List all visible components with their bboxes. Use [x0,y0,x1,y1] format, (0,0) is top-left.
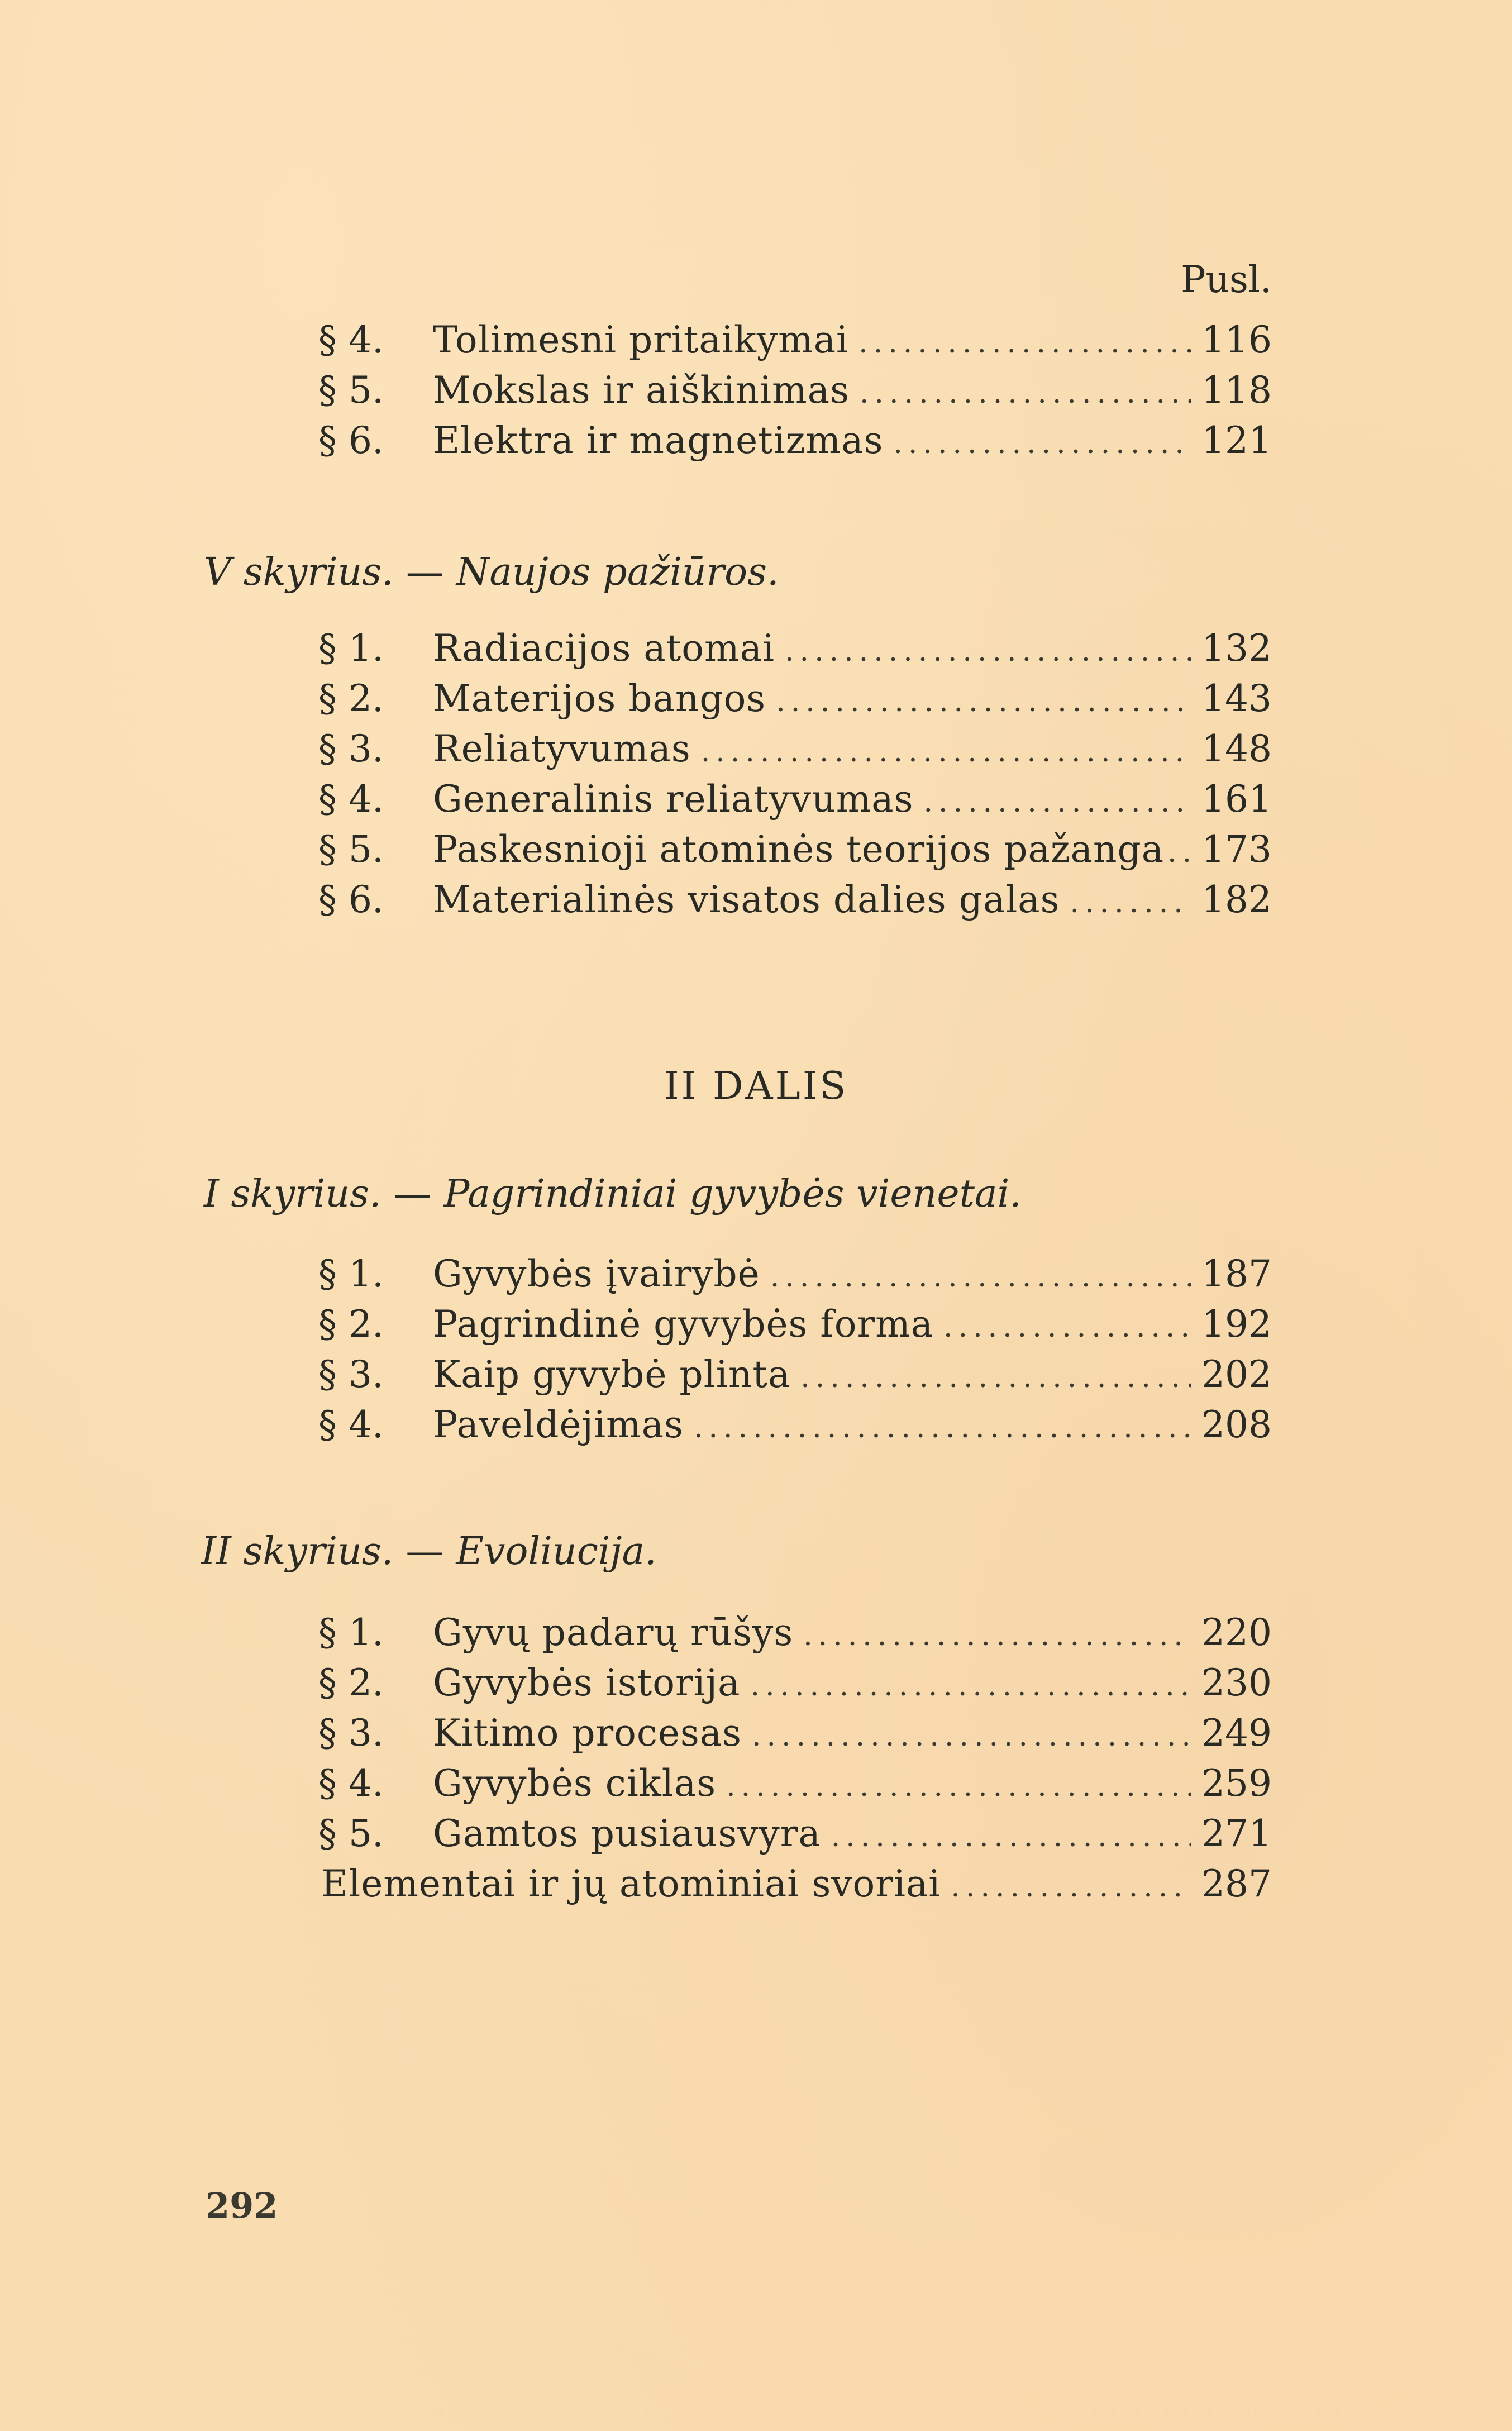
chapter-label: V skyrius. [204,550,394,594]
dot-leader [860,379,1191,408]
section-number: § 2. [318,1661,384,1704]
toc-entry-appendix[interactable] [321,1862,1272,1905]
entry-title: Gyvybės istorija [433,1661,741,1704]
entry-page: 121 [1201,419,1272,462]
entry-title: Gyvybės ciklas [433,1762,717,1805]
section-number: § 1. [318,1252,384,1295]
dot-leader [803,1621,1191,1650]
entry-title: Radiacijos atomai [433,627,775,670]
entry-page: 249 [1201,1712,1272,1755]
chapter-heading [204,550,779,594]
entry-title: Kitimo procesas [433,1712,742,1755]
section-number: § 5. [318,828,384,871]
toc-entry[interactable] [318,778,1272,821]
entry-page: 182 [1201,878,1272,921]
entry-page: 271 [1201,1812,1272,1855]
entry-page: 202 [1201,1353,1272,1396]
toc-entry[interactable] [318,878,1272,921]
dot-leader [726,1772,1191,1801]
dot-leader [770,1262,1191,1291]
entry-title: Elementai ir jų atominiai svoriai [321,1862,941,1905]
toc-entry[interactable] [318,1403,1272,1446]
toc-entry[interactable] [318,1762,1272,1805]
toc-entry[interactable] [318,1252,1272,1295]
toc-entry[interactable] [318,627,1272,670]
section-number: § 6. [318,878,384,921]
dot-leader [831,1822,1191,1851]
chapter-title: Naujos pažiūros. [456,550,779,594]
entry-title: Pagrindinė gyvybės forma [433,1303,934,1346]
toc-entry[interactable] [318,828,1272,871]
toc-entry[interactable] [318,1353,1272,1396]
chapter-dash: — [393,1172,432,1216]
chapter-label: II skyrius. [201,1529,394,1574]
chapter-title: Pagrindiniai gyvybės vienetai. [443,1172,1022,1216]
entry-title: Materijos bangos [433,677,766,720]
toc-entry[interactable] [318,318,1272,361]
entry-page: 132 [1201,627,1272,670]
chapter-label: I skyrius. [204,1172,381,1216]
toc-entry[interactable] [318,1812,1272,1855]
dot-leader [924,788,1192,817]
chapter-title: Evoliucija. [456,1529,657,1574]
entry-title: Kaip gyvybė plinta [433,1353,791,1396]
entry-page: 208 [1201,1403,1272,1446]
entry-page: 187 [1201,1252,1272,1295]
entry-title: Reliatyvumas [433,727,691,770]
section-number: § 3. [318,727,384,770]
dot-leader [951,1872,1191,1901]
chapter-dash: — [406,1529,444,1574]
page-number: 292 [206,2185,278,2226]
entry-page: 118 [1201,369,1272,412]
entry-page: 259 [1201,1762,1272,1805]
section-number: § 4. [318,1403,384,1446]
section-number: § 4. [318,318,384,361]
toc-entry[interactable] [318,369,1272,412]
entry-title: Gamtos pusiausvyra [433,1812,821,1855]
entry-title: Gyvybės įvairybė [433,1252,760,1295]
section-number: § 4. [318,1762,384,1805]
dot-leader [750,1671,1191,1700]
page-column-label: Pusl. [1181,258,1272,301]
section-number: § 2. [318,1303,384,1346]
dot-leader [776,687,1191,716]
section-number: § 5. [318,1812,384,1855]
dot-leader [701,737,1191,766]
entry-page: 161 [1201,778,1272,821]
toc-entry[interactable] [318,1661,1272,1704]
dot-leader [752,1722,1191,1751]
part-heading: II DALIS [664,1064,848,1108]
toc-entry[interactable] [318,419,1272,462]
entry-page: 116 [1201,318,1272,361]
entry-title: Paveldėjimas [433,1403,684,1446]
entry-title: Mokslas ir aiškinimas [433,369,850,412]
toc-entry[interactable] [318,1712,1272,1755]
section-number: § 3. [318,1712,384,1755]
section-number: § 2. [318,677,384,720]
section-number: § 1. [318,627,384,670]
section-number: § 3. [318,1353,384,1396]
toc-entry[interactable] [318,1611,1272,1654]
dot-leader [858,328,1191,358]
entry-page: 220 [1201,1611,1272,1654]
entry-title: Generalinis reliatyvumas [433,778,914,821]
dot-leader [943,1313,1191,1342]
entry-title: Tolimesni pritaikymai [433,318,849,361]
entry-title: Materialinės visatos dalies galas [433,878,1060,921]
dot-leader [1167,838,1198,867]
entry-page: 230 [1201,1661,1272,1704]
dot-leader [785,637,1191,666]
section-number: § 6. [318,419,384,462]
entry-page: 173 [1201,828,1272,871]
chapter-heading [204,1172,1022,1216]
toc-entry[interactable] [318,677,1272,720]
chapter-heading [201,1529,657,1574]
chapter-dash: — [406,550,444,594]
entry-title: Elektra ir magnetizmas [433,419,884,462]
entry-title: Gyvų padarų rūšys [433,1611,794,1654]
section-number: § 5. [318,369,384,412]
toc-entry[interactable] [318,1303,1272,1346]
section-number: § 1. [318,1611,384,1654]
dot-leader [1070,888,1192,917]
entry-page: 192 [1201,1303,1272,1346]
toc-entry[interactable] [318,727,1272,770]
entry-page: 148 [1201,727,1272,770]
dot-leader [893,429,1191,458]
dot-leader [800,1363,1191,1392]
entry-page: 143 [1201,677,1272,720]
dot-leader [694,1413,1191,1442]
section-number: § 4. [318,778,384,821]
entry-page: 287 [1201,1862,1272,1905]
entry-title: Paskesnioji atominės teorijos pažanga [433,828,1165,871]
